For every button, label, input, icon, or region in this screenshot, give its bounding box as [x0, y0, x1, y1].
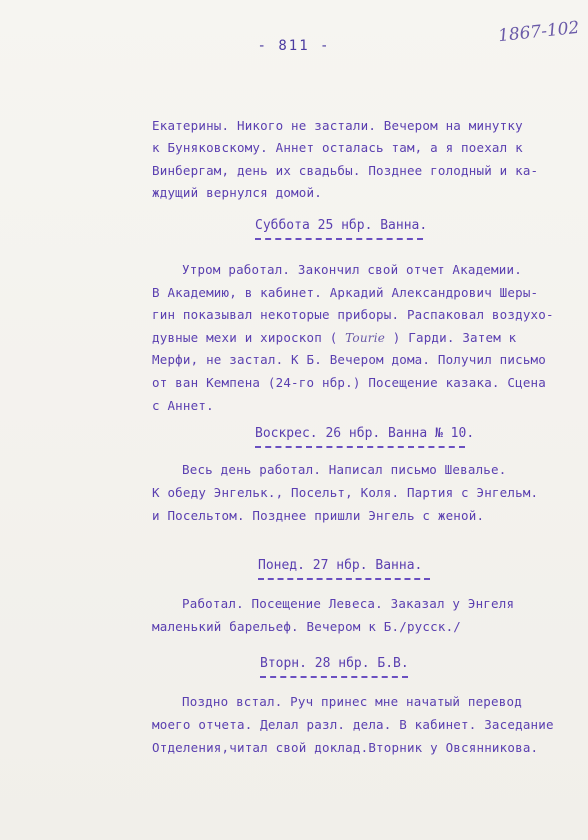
- handwritten-archive-number: 1867-102: [497, 17, 581, 47]
- text-line: к Буняковскому. Аннет осталась там, а я поехал к: [152, 140, 523, 155]
- entry-heading-saturday: Суббота 25 нбр. Ванна.: [255, 218, 428, 233]
- text-line: К обеду Энгельк., Посельт, Коля. Партия с Энгельм.: [152, 485, 539, 500]
- entry-heading-tuesday: Вторн. 28 нбр. Б.В.: [260, 656, 409, 671]
- text-segment: ) Гарди. Затем к: [392, 330, 517, 345]
- entry-heading-monday: Понед. 27 нбр. Ванна.: [258, 558, 423, 573]
- heading-underline: [255, 238, 423, 240]
- text-line: Поздно встал. Руч принес мне начатый перевод: [182, 694, 522, 709]
- text-line: моего отчета. Делал разл. дела. В кабинет. Заседание: [152, 717, 554, 732]
- text-line: от ван Кемпена (24-го нбр.) Посещение казака. Сцена: [152, 375, 547, 390]
- text-line: гин показывал некоторые приборы. Распаковал воздухо-: [152, 307, 554, 322]
- text-line: с Аннет.: [152, 398, 214, 413]
- entry-heading-sunday: Воскрес. 26 нбр. Ванна № 10.: [255, 426, 475, 441]
- text-line: Отделения,читал свой доклад.Вторник у Овсянникова.: [152, 740, 539, 755]
- handwritten-insertion: Tourie: [345, 331, 386, 345]
- text-line: Екатерины. Никого не застали. Вечером на минутку: [152, 118, 523, 133]
- text-line: и Посельтом. Позднее пришли Энгель с женой.: [152, 508, 485, 523]
- text-line: Весь день работал. Написал письмо Шевалье.: [182, 462, 507, 477]
- text-line: маленький барельеф. Вечером к Б./русск./: [152, 619, 462, 634]
- page-number: - 811 -: [257, 38, 331, 54]
- text-segment: дувные мехи и хироскоп: [152, 330, 322, 345]
- text-line: В Академию, в кабинет. Аркадий Александрович Шеры-: [152, 285, 539, 300]
- heading-underline: [255, 446, 465, 448]
- text-line: Винбергам, день их свадьбы. Позднее голодный и ка-: [152, 163, 539, 178]
- text-line: Работал. Посещение Левеса. Заказал у Энгеля: [182, 596, 515, 611]
- text-line: Мерфи, не застал. К Б. Вечером дома. Получил письмо: [152, 352, 547, 367]
- text-line: ждущий вернулся домой.: [152, 185, 322, 200]
- heading-underline: [260, 676, 408, 678]
- text-line: [152, 330, 516, 345]
- open-paren: (: [329, 330, 346, 345]
- text-line: Утром работал. Закончил свой отчет Академии.: [182, 262, 522, 277]
- heading-underline: [258, 578, 430, 580]
